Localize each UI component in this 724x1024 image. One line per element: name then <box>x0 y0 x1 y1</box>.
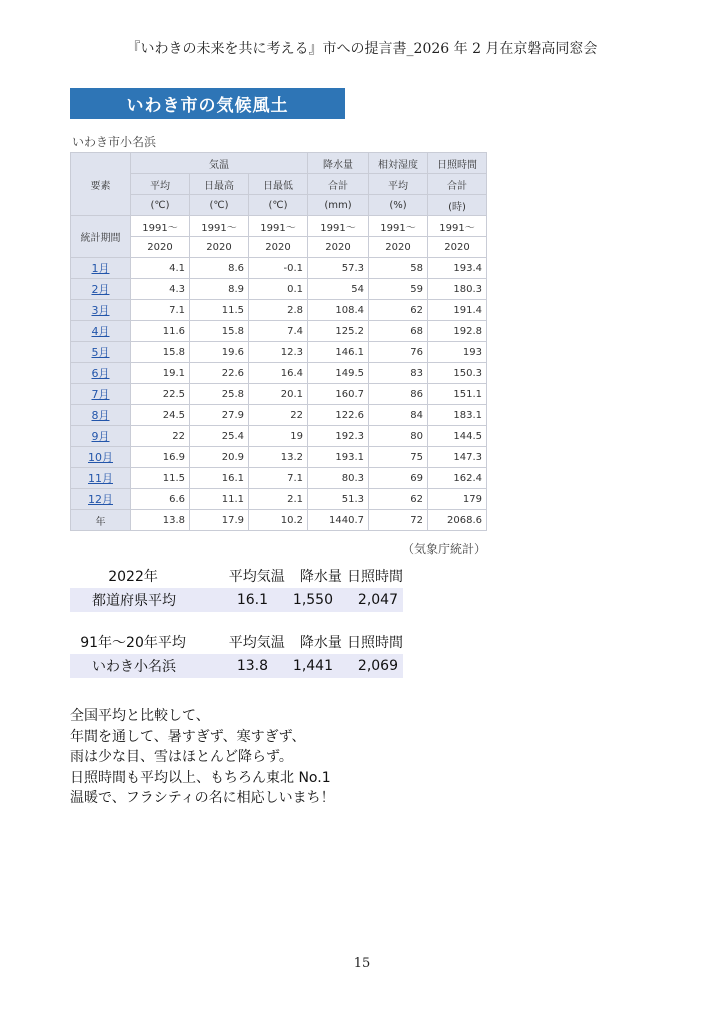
avg-temp-header: 平均気温 <box>228 635 285 651</box>
comparison-row <box>70 654 403 678</box>
column-name: 日最高 <box>190 174 249 195</box>
temperature-group-header: 気温 <box>131 153 308 174</box>
comparison-year-label: 2022年 <box>108 569 158 585</box>
value-cell: 22.6 <box>190 363 249 384</box>
value-cell: 192.8 <box>428 321 487 342</box>
element-header: 要素 <box>71 153 131 216</box>
table-row <box>71 363 487 384</box>
period-end: 2020 <box>308 237 369 258</box>
value-cell: 72 <box>369 510 428 531</box>
precipitation-group-header: 降水量 <box>308 153 369 174</box>
value-cell: 4.1 <box>131 258 190 279</box>
value-cell: 7.1 <box>131 300 190 321</box>
comparison-2022 <box>70 564 403 612</box>
value-cell: 7.4 <box>249 321 308 342</box>
column-unit: (℃) <box>131 195 190 216</box>
value-cell: 6.6 <box>131 489 190 510</box>
comparison-period-label: 91年～20年平均 <box>80 635 186 651</box>
value-cell: 22 <box>249 405 308 426</box>
summary-text <box>70 706 335 809</box>
period-start: 1991～ <box>131 216 190 237</box>
value-cell: 62 <box>369 489 428 510</box>
value-cell: 7.1 <box>249 468 308 489</box>
month-link[interactable]: 10月 <box>88 451 113 464</box>
sunshine-value: 2,047 <box>357 592 398 608</box>
value-cell: 162.4 <box>428 468 487 489</box>
table-row <box>71 489 487 510</box>
period-start: 1991～ <box>369 216 428 237</box>
table-row <box>71 342 487 363</box>
period-end: 2020 <box>190 237 249 258</box>
value-cell: -0.1 <box>249 258 308 279</box>
value-cell: 11.5 <box>131 468 190 489</box>
value-cell: 15.8 <box>131 342 190 363</box>
sunshine-header: 日照時間 <box>347 635 403 651</box>
column-unit: (mm) <box>308 195 369 216</box>
value-cell: 59 <box>369 279 428 300</box>
row-label-cell <box>71 258 131 279</box>
sunshine-group-header: 日照時間 <box>428 153 487 174</box>
value-cell: 62 <box>369 300 428 321</box>
column-name: 合計 <box>428 174 487 195</box>
value-cell: 76 <box>369 342 428 363</box>
period-start: 1991～ <box>190 216 249 237</box>
value-cell: 180.3 <box>428 279 487 300</box>
table-row <box>71 447 487 468</box>
value-cell: 149.5 <box>308 363 369 384</box>
humidity-group-header: 相対湿度 <box>369 153 428 174</box>
avg-temp-value: 13.8 <box>236 658 268 674</box>
column-unit: (℃) <box>249 195 308 216</box>
value-cell: 179 <box>428 489 487 510</box>
table-row <box>71 300 487 321</box>
value-cell: 15.8 <box>190 321 249 342</box>
precip-header: 降水量 <box>299 635 342 651</box>
value-cell: 11.1 <box>190 489 249 510</box>
value-cell: 17.9 <box>190 510 249 531</box>
summary-line: 温暖で、フラシティの名に相応しいまち！ <box>70 790 335 806</box>
row-label-cell <box>71 405 131 426</box>
month-link[interactable]: 8月 <box>91 409 110 422</box>
period-end: 2020 <box>428 237 487 258</box>
value-cell: 20.9 <box>190 447 249 468</box>
period-end: 2020 <box>131 237 190 258</box>
table-row <box>71 279 487 300</box>
value-cell: 125.2 <box>308 321 369 342</box>
period-start: 1991～ <box>249 216 308 237</box>
value-cell: 183.1 <box>428 405 487 426</box>
value-cell: 10.2 <box>249 510 308 531</box>
value-cell: 2.8 <box>249 300 308 321</box>
value-cell: 25.4 <box>190 426 249 447</box>
summary-line: 日照時間も平均以上、もちろん東北 No.1 <box>70 769 331 786</box>
table-row <box>71 384 487 405</box>
value-cell: 151.1 <box>428 384 487 405</box>
avg-temp-header: 平均気温 <box>228 569 285 585</box>
month-link[interactable]: 4月 <box>91 325 110 338</box>
comparison-header <box>70 630 403 654</box>
value-cell: 8.6 <box>190 258 249 279</box>
row-label-cell <box>71 363 131 384</box>
value-cell: 150.3 <box>428 363 487 384</box>
value-cell: 192.3 <box>308 426 369 447</box>
value-cell: 0.1 <box>249 279 308 300</box>
value-cell: 54 <box>308 279 369 300</box>
value-cell: 19.6 <box>190 342 249 363</box>
month-link[interactable]: 3月 <box>91 304 110 317</box>
value-cell: 8.9 <box>190 279 249 300</box>
column-name: 合計 <box>308 174 369 195</box>
column-name: 平均 <box>369 174 428 195</box>
row-label-cell <box>71 426 131 447</box>
table-row <box>71 510 487 531</box>
period-end: 2020 <box>369 237 428 258</box>
table-row <box>71 468 487 489</box>
month-link[interactable]: 9月 <box>91 430 110 443</box>
summary-line: 全国平均と比較して、 <box>70 708 210 724</box>
value-cell: 27.9 <box>190 405 249 426</box>
value-cell: 122.6 <box>308 405 369 426</box>
column-name: 日最低 <box>249 174 308 195</box>
precip-value: 1,441 <box>292 658 333 674</box>
value-cell: 1440.7 <box>308 510 369 531</box>
month-link[interactable]: 6月 <box>91 367 110 380</box>
value-cell: 22 <box>131 426 190 447</box>
comparison-row <box>70 588 403 612</box>
column-unit: (℃) <box>190 195 249 216</box>
value-cell: 84 <box>369 405 428 426</box>
avg-temp-value: 16.1 <box>236 592 268 608</box>
period-end: 2020 <box>249 237 308 258</box>
value-cell: 51.3 <box>308 489 369 510</box>
value-cell: 4.3 <box>131 279 190 300</box>
value-cell: 160.7 <box>308 384 369 405</box>
period-header: 統計期間 <box>71 216 131 258</box>
comparison-header <box>70 564 403 588</box>
row-label-cell <box>71 489 131 510</box>
source-note: （気象庁統計） <box>402 542 487 556</box>
value-cell: 24.5 <box>131 405 190 426</box>
row-label-cell <box>71 279 131 300</box>
value-cell: 83 <box>369 363 428 384</box>
row-label-cell: 年 <box>71 510 131 531</box>
month-link[interactable]: 7月 <box>91 388 110 401</box>
value-cell: 193.4 <box>428 258 487 279</box>
value-cell: 12.3 <box>249 342 308 363</box>
row-label-cell <box>71 384 131 405</box>
summary-line: 年間を通して、暑すぎず、寒すぎず、 <box>70 728 306 745</box>
sunshine-value: 2,069 <box>357 658 398 674</box>
table-row <box>71 405 487 426</box>
section-title: いわき市の気候風土 <box>70 88 345 119</box>
month-rows <box>71 258 487 531</box>
region-label: 都道府県平均 <box>92 593 176 609</box>
value-cell: 75 <box>369 447 428 468</box>
value-cell: 16.9 <box>131 447 190 468</box>
value-cell: 11.6 <box>131 321 190 342</box>
value-cell: 19 <box>249 426 308 447</box>
page-number: 15 <box>353 956 371 971</box>
precip-header: 降水量 <box>299 569 342 585</box>
row-label-cell <box>71 300 131 321</box>
row-label-cell <box>71 342 131 363</box>
value-cell: 11.5 <box>190 300 249 321</box>
table-row <box>71 426 487 447</box>
value-cell: 25.8 <box>190 384 249 405</box>
value-cell: 19.1 <box>131 363 190 384</box>
value-cell: 16.4 <box>249 363 308 384</box>
month-link[interactable]: 2月 <box>91 283 110 296</box>
value-cell: 2068.6 <box>428 510 487 531</box>
period-start: 1991～ <box>308 216 369 237</box>
comparison-normal <box>70 630 403 678</box>
value-cell: 193.1 <box>308 447 369 468</box>
value-cell: 58 <box>369 258 428 279</box>
column-unit: (%) <box>369 195 428 216</box>
table-row <box>71 321 487 342</box>
sunshine-header: 日照時間 <box>347 569 403 585</box>
value-cell: 2.1 <box>249 489 308 510</box>
row-label-cell <box>71 447 131 468</box>
month-link[interactable]: 11月 <box>88 472 113 485</box>
value-cell: 146.1 <box>308 342 369 363</box>
row-label-cell <box>71 468 131 489</box>
value-cell: 68 <box>369 321 428 342</box>
value-cell: 57.3 <box>308 258 369 279</box>
location-label: いわき市小名浜 <box>72 135 157 149</box>
value-cell: 108.4 <box>308 300 369 321</box>
value-cell: 193 <box>428 342 487 363</box>
value-cell: 20.1 <box>249 384 308 405</box>
value-cell: 147.3 <box>428 447 487 468</box>
value-cell: 144.5 <box>428 426 487 447</box>
value-cell: 80.3 <box>308 468 369 489</box>
value-cell: 86 <box>369 384 428 405</box>
period-start: 1991～ <box>428 216 487 237</box>
value-cell: 69 <box>369 468 428 489</box>
climate-table <box>70 152 487 531</box>
value-cell: 13.8 <box>131 510 190 531</box>
value-cell: 22.5 <box>131 384 190 405</box>
precip-value: 1,550 <box>292 592 333 608</box>
month-link[interactable]: 1月 <box>91 262 110 275</box>
month-link[interactable]: 12月 <box>88 493 113 506</box>
month-link[interactable]: 5月 <box>91 346 110 359</box>
document-header: 『いわきの未来を共に考える』市への提言書_2026 年 2 月在京磐高同窓会 <box>126 41 598 57</box>
region-label: いわき小名浜 <box>92 659 176 675</box>
value-cell: 80 <box>369 426 428 447</box>
value-cell: 13.2 <box>249 447 308 468</box>
row-label-cell <box>71 321 131 342</box>
table-row <box>71 258 487 279</box>
summary-line: 雨は少な目、雪はほとんど降らず。 <box>70 749 293 765</box>
column-name: 平均 <box>131 174 190 195</box>
column-unit: (時) <box>428 195 487 216</box>
value-cell: 16.1 <box>190 468 249 489</box>
value-cell: 191.4 <box>428 300 487 321</box>
